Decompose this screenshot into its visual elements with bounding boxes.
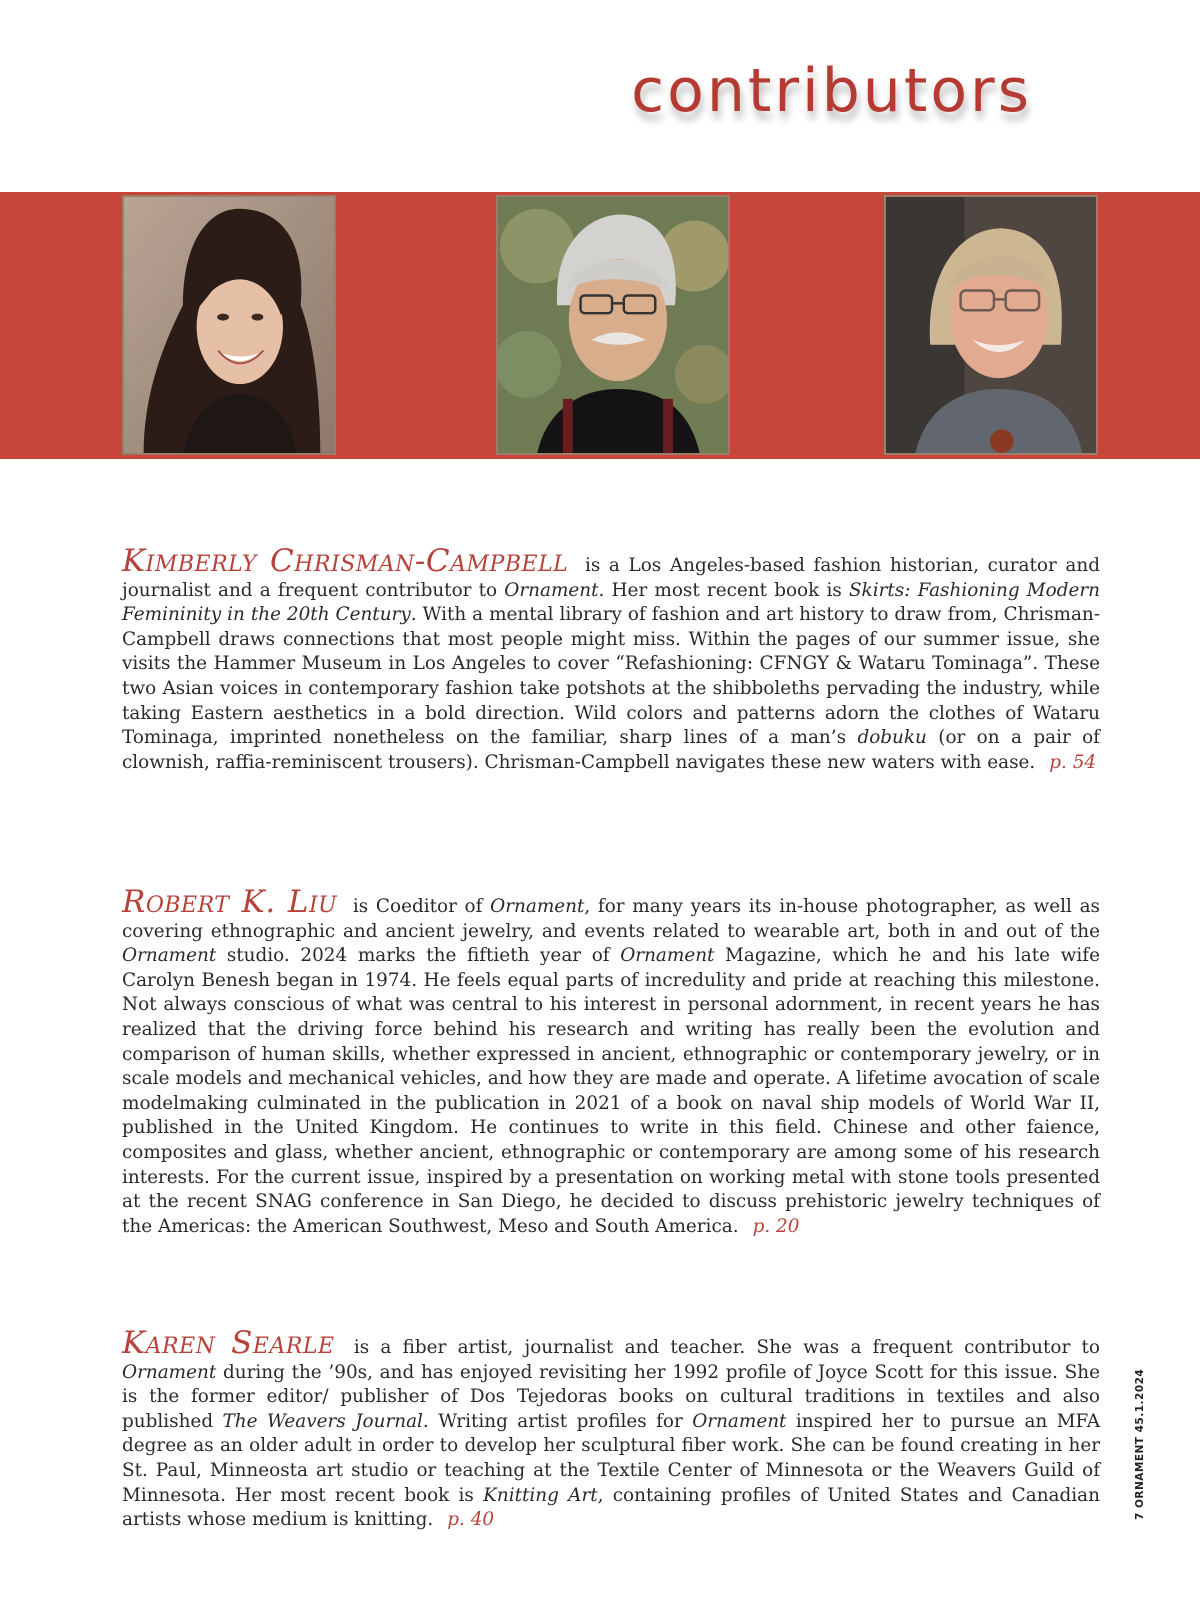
contributor-bio bbox=[122, 1325, 1100, 1533]
bio-text: is Coeditor of Ornament, for many years its in-house photographer, as well as covering ethnographic and ancient jewelry, and events related to wearable art, both in and out of the Ornament studio. 2024 marks the fiftieth year of Ornament Magazine, which he and his late wife Carolyn Benesh began in 1974. He feels equal parts of incredulity and pride at reaching this milestone. Not always conscious of what was central to his interest in personal adornment, in recent years he has realized that the driving force behind his research and writing has really been the evolution and comparison of human skills, whether expressed in ancient, ethnographic or contemporary jewelry, or in scale models and mechanical vehicles, and how they are made and operate. A lifetime avocation of scale modelmaking culminated in the publication in 2021 of a book on naval ship models of World War II, published in the United Kingdom. He continues to write in this field. Chinese and other faience, composites and glass, whether ancient, ethnographic or contemporary are among some of his research interests. For the current issue, inspired by a presentation on working metal with stone tools presented at the recent SNAG conference in San Diego, he decided to discuss prehistoric jewelry techniques of the Americas: the American Southwest, Meso and South America. bbox=[122, 896, 1100, 1237]
bio-text: is a fiber artist, journalist and teacher. She was a frequent contributor to Ornament during the ’90s, and has enjoyed revisiting her 1992 profile of Joyce Scott for this issue. She is the former editor/ publisher of Dos Tejedoras books on cultural traditions in textiles and also published The Weavers Journal. Writing artist profiles for Ornament inspired her to pursue an MFA degree as an older adult in order to develop her sculptural fiber work. She can be found creating in her St. Paul, Minneosta art studio or teaching at the Textile Center of Minnesota or the Weavers Guild of Minnesota. Her most recent book is Knitting Art, containing profiles of United States and Canadian artists whose medium is knitting. bbox=[122, 1337, 1100, 1531]
bio-text: is a Los Angeles-based fashion historian, curator and journalist and a frequent contributor to Ornament. Her most recent book is Skirts: Fashioning Modern Femininity in the 20th Century. With a mental library of fashion and art history to draw from, Chrisman-Campbell draws connections that most people might miss. Within the pages of our summer issue, she visits the Hammer Museum in Los Angeles to cover “Refashioning: CFNGY & Wataru Tominaga”. These two Asian voices in contemporary fashion take potshots at the shibboleths pervading the industry, while taking Eastern aesthetics in a bold direction. Wild colors and patterns adorn the clothes of Wataru Tominaga, imprinted nonetheless on the familiar, sharp lines of a man’s dobuku (or on a pair of clownish, raffia-reminiscent trousers). Chrisman-Campbell navigates these new waters with ease. bbox=[122, 555, 1100, 773]
portrait-image bbox=[498, 197, 728, 453]
photo-band bbox=[0, 192, 1200, 459]
contributor-photo-karen bbox=[884, 195, 1098, 455]
page-reference[interactable]: p. 20 bbox=[752, 1215, 800, 1237]
page-reference[interactable]: p. 54 bbox=[1049, 751, 1097, 773]
contributor-bio bbox=[122, 884, 1100, 1239]
contributor-name: Robert K. Liu bbox=[122, 884, 338, 920]
contributor-name: Kimberly Chrisman-Campbell bbox=[122, 543, 569, 579]
folio: 7 ORNAMENT 45.1.2024 bbox=[1134, 1368, 1146, 1520]
contributor-photo-kimberly bbox=[122, 195, 336, 455]
portrait-image bbox=[886, 197, 1096, 453]
contributor-photo-robert bbox=[496, 195, 730, 455]
contributor-name: Karen Searle bbox=[122, 1325, 335, 1361]
portrait-image bbox=[124, 197, 334, 453]
page-title: contributors bbox=[631, 56, 1032, 126]
contributor-bio bbox=[122, 543, 1100, 775]
page-reference[interactable]: p. 40 bbox=[447, 1509, 495, 1531]
